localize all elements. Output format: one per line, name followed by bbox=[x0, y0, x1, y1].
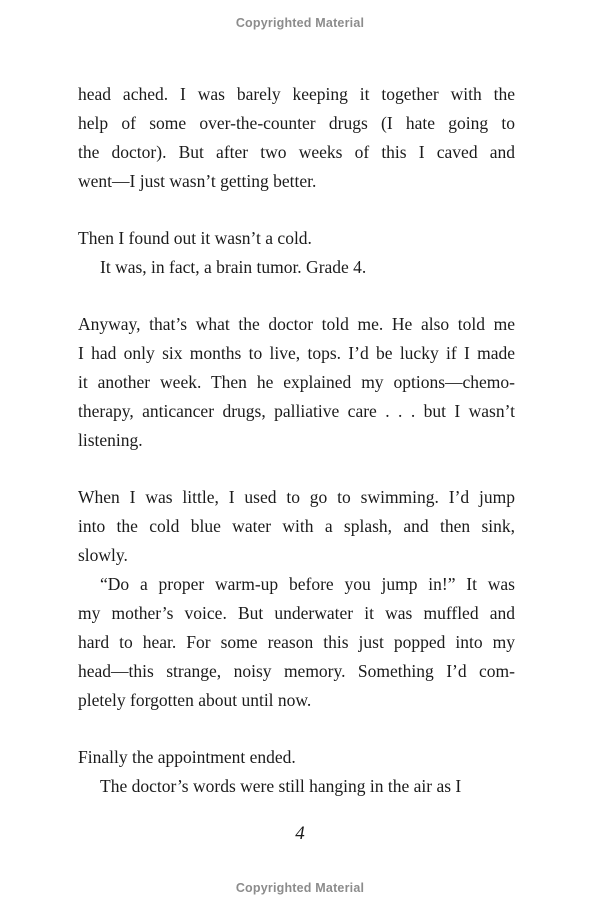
paragraph bbox=[78, 80, 515, 196]
text-line: the doctor). But after two weeks of this I caved and bbox=[78, 142, 515, 162]
text-line: help of some over-the-counter drugs (I hate going to bbox=[78, 113, 515, 133]
paragraph bbox=[78, 310, 515, 455]
text-line: slowly. bbox=[78, 545, 128, 565]
text-line: hard to hear. For some reason this just popped into my bbox=[78, 632, 515, 652]
text-line: When I was little, I used to go to swimming. I’d jump bbox=[78, 487, 515, 507]
paragraph bbox=[78, 253, 515, 282]
text-line: Then I found out it wasn’t a cold. bbox=[78, 228, 312, 248]
text-line: I had only six months to live, tops. I’d be lucky if I made bbox=[78, 343, 515, 363]
text-line: therapy, anticancer drugs, palliative care . . . but I wasn’t bbox=[78, 401, 515, 421]
text-line: “Do a proper warm-up before you jump in!” It was bbox=[100, 574, 515, 594]
text-line: listening. bbox=[78, 430, 143, 450]
text-line: it another week. Then he explained my options—chemo- bbox=[78, 372, 515, 392]
page-text bbox=[78, 80, 515, 801]
text-line: head—this strange, noisy memory. Something I’d com- bbox=[78, 661, 515, 681]
paragraph bbox=[78, 570, 515, 715]
text-line: The doctor’s words were still hanging in the air as I bbox=[100, 776, 462, 796]
page-number: 4 bbox=[295, 823, 305, 844]
copyright-notice-bottom: Copyrighted Material bbox=[235, 881, 365, 895]
paragraph bbox=[78, 743, 515, 772]
text-line: head ached. I was barely keeping it together with the bbox=[78, 84, 515, 104]
text-line: went—I just wasn’t getting better. bbox=[78, 171, 317, 191]
text-line: It was, in fact, a brain tumor. Grade 4. bbox=[100, 257, 367, 277]
paragraph bbox=[78, 483, 515, 570]
text-line: Finally the appointment ended. bbox=[78, 747, 296, 767]
copyright-notice-top: Copyrighted Material bbox=[235, 16, 365, 30]
paragraph bbox=[78, 224, 515, 253]
paragraph bbox=[78, 772, 515, 801]
text-line: pletely forgotten about until now. bbox=[78, 690, 312, 710]
text-line: into the cold blue water with a splash, and then sink, bbox=[78, 516, 515, 536]
text-line: Anyway, that’s what the doctor told me. He also told me bbox=[78, 314, 515, 334]
text-line: my mother’s voice. But underwater it was muffled and bbox=[78, 603, 515, 623]
